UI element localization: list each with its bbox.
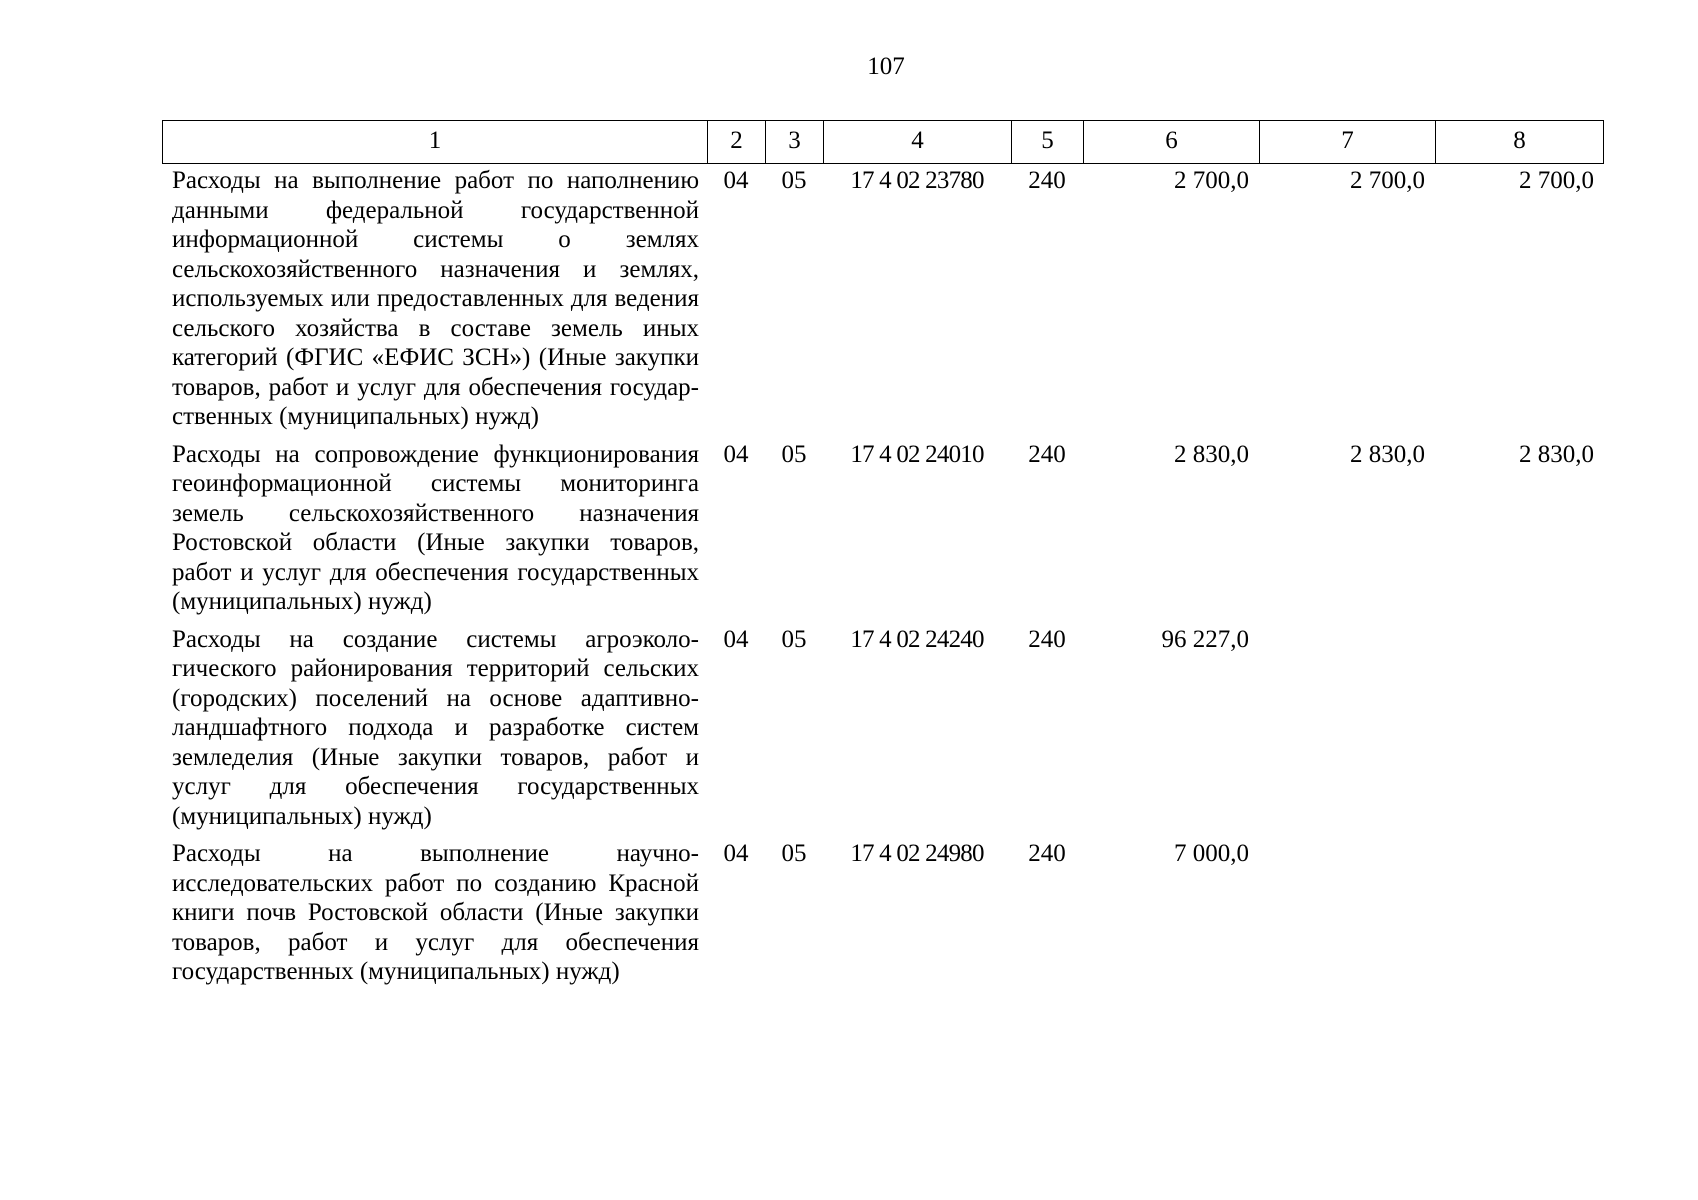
row-amount-year-2: 2 830,0 xyxy=(1350,440,1425,468)
table-row xyxy=(162,440,1604,617)
row-section-code: 04 xyxy=(723,440,749,468)
table-header-row xyxy=(162,120,1604,164)
row-description: Расходы на создание системы агроэкологического районирования территорий сельских (городских) поселений на основе адаптивно-ландшафтного подхода и разработке систем земледелия (Иные закупки товаров, работ и услуг для обеспечения государственных (муниципальных) нужд) xyxy=(172,625,699,830)
row-amount-year-3: 2 700,0 xyxy=(1519,167,1594,194)
row-amount-year-2: 2 700,0 xyxy=(1350,167,1425,194)
table-body xyxy=(162,166,1604,995)
row-amount-year-1: 2 830,0 xyxy=(1174,440,1249,468)
header-col-4: 4 xyxy=(824,121,1012,163)
row-amount-year-1: 7 000,0 xyxy=(1174,840,1249,867)
row-amount-year-1: 96 227,0 xyxy=(1161,625,1249,653)
header-col-8: 8 xyxy=(1513,127,1526,154)
table-row xyxy=(162,625,1604,832)
table-row xyxy=(162,839,1604,987)
row-subsection-code: 05 xyxy=(781,167,807,194)
row-amount-year-1: 2 700,0 xyxy=(1174,167,1249,194)
header-col-7: 7 xyxy=(1260,121,1436,163)
row-section-code: 04 xyxy=(723,840,749,867)
row-amount-year-2 xyxy=(1259,839,1435,987)
row-target-article: 17 4 02 24010 xyxy=(850,440,984,468)
row-section-code: 04 xyxy=(723,167,749,194)
row-target-article: 17 4 02 24240 xyxy=(850,625,984,653)
row-description: Расходы на выполнение работ по наполнению данными федеральной государственной информационной системы о землях сельскохозяйственного назначения и землях, используемых или предоставленных для ведения сельского хозяйства в составе земель иных категорий (ФГИС «ЕФИС ЗСН») (Иные закупки товаров, работ и услуг для обеспечения государственных (муниципальных) нужд) xyxy=(172,167,699,430)
header-col-5: 5 xyxy=(1012,121,1084,163)
row-target-article: 17 4 02 23780 xyxy=(850,167,984,194)
page-number: 107 xyxy=(867,53,905,80)
row-subsection-code: 05 xyxy=(781,840,807,867)
row-expense-type: 240 xyxy=(1028,625,1066,653)
table-row xyxy=(162,166,1604,432)
row-description: Расходы на выполнение научно-исследовательских работ по созданию Красной книги почв Ростовской области (Иные закупки товаров, работ и услуг для обеспечения государственных (муниципальных) нужд) xyxy=(172,840,699,985)
row-amount-year-3 xyxy=(1435,839,1604,987)
row-expense-type: 240 xyxy=(1028,840,1066,867)
header-col-2: 2 xyxy=(708,121,766,163)
row-target-article: 17 4 02 24980 xyxy=(850,840,984,867)
row-section-code: 04 xyxy=(723,625,749,653)
row-description: Расходы на сопровождение функционирования геоинформационной системы мониторинга земель сельскохозяйственного назначения Ростовской области (Иные закупки товаров, работ и услуг для обеспечения государственных (муниципальных) нужд) xyxy=(172,440,699,615)
header-col-1: 1 xyxy=(163,121,708,163)
header-col-3: 3 xyxy=(766,121,824,163)
row-expense-type: 240 xyxy=(1028,440,1066,468)
row-subsection-code: 05 xyxy=(781,625,807,653)
row-expense-type: 240 xyxy=(1028,167,1066,194)
row-amount-year-3: 2 830,0 xyxy=(1519,440,1594,468)
row-amount-year-2 xyxy=(1259,625,1435,832)
row-amount-year-3 xyxy=(1435,625,1604,832)
row-subsection-code: 05 xyxy=(781,440,807,468)
header-col-6: 6 xyxy=(1084,121,1260,163)
